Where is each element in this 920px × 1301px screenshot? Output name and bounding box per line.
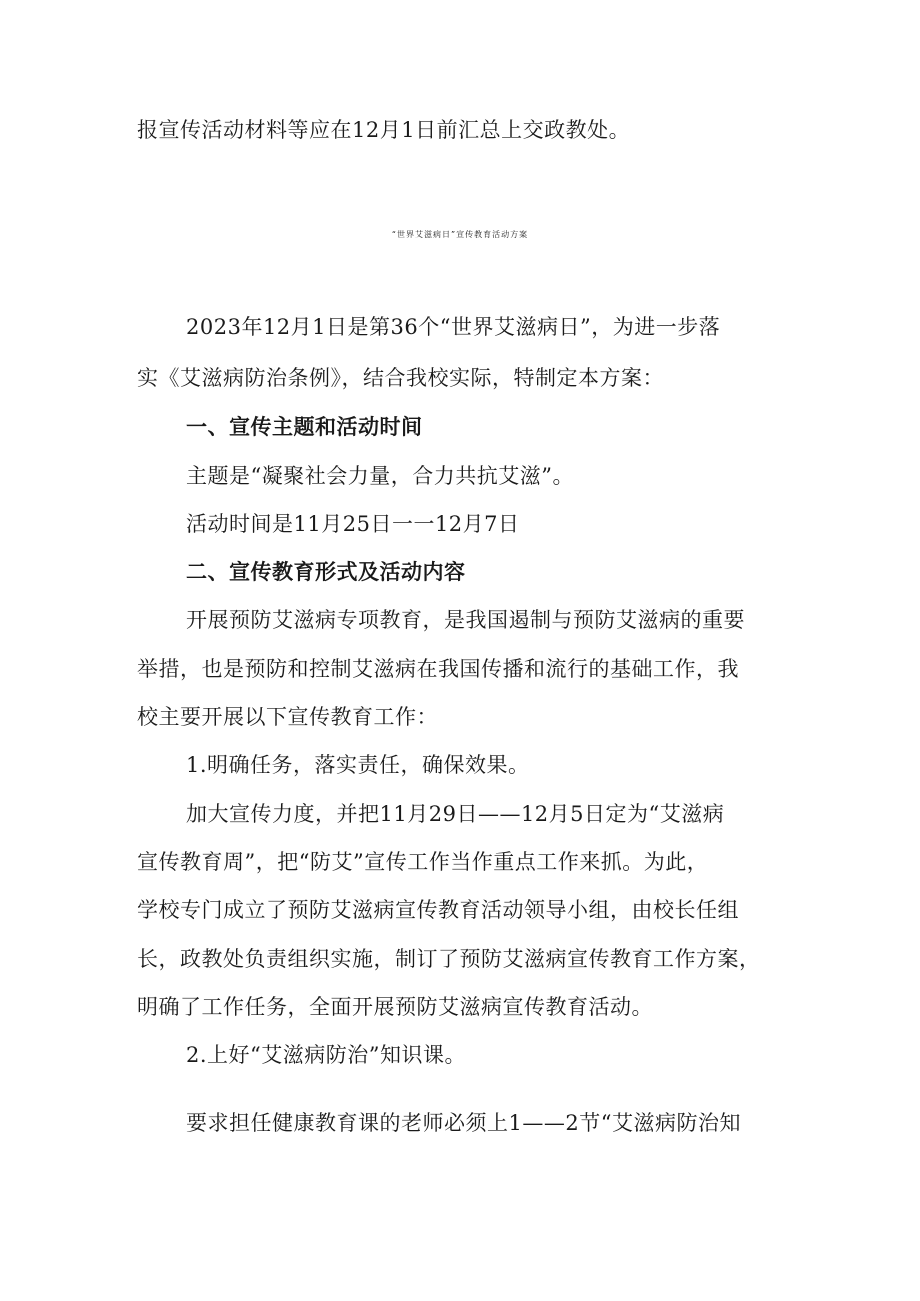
item-2-heading: 2.上好“艾滋病防治”知识课。 (186, 1043, 467, 1067)
theme-line: 主题是“凝聚社会力量，合力共抗艾滋”。 (186, 464, 574, 488)
item-1-para-line-1: 加大宣传力度，并把11月29日——12月5日定为“艾滋病 (186, 802, 725, 826)
item-1-para-line-5: 明确了工作任务，全面开展预防艾滋病宣传教育活动。 (137, 995, 653, 1019)
intro-line-2: 实《艾滋病防治条例》，结合我校实际，特制定本方案： (137, 366, 664, 390)
section-2-heading: 二、宣传教育形式及活动内容 (186, 560, 466, 584)
carryover-line: 报宣传活动材料等应在12月1日前汇总上交政教处。 (137, 118, 631, 142)
document-title: “世界艾滋病日”宣传教育活动方案 (391, 230, 529, 239)
item-1-heading: 1.明确任务，落实责任，确保效果。 (186, 753, 530, 777)
item-1-para-line-2: 宣传教育周”，把“防艾”宣传工作当作重点工作来抓。为此， (137, 850, 709, 874)
item-1-para-line-3: 学校专门成立了预防艾滋病宣传教育活动领导小组，由校长任组 (137, 898, 739, 922)
item-1-para-line-4: 长，政教处负责组织实施，制订了预防艾滋病宣传教育工作方案， (137, 947, 761, 971)
period-line: 活动时间是11月25日一一12月7日 (186, 512, 520, 536)
section-2-para-line-1: 开展预防艾滋病专项教育，是我国遏制与预防艾滋病的重要 (186, 608, 745, 632)
item-2-para-line-1: 要求担任健康教育课的老师必须上1——2节“艾滋病防治知 (186, 1111, 741, 1135)
section-2-para-line-3: 校主要开展以下宣传教育工作： (137, 705, 438, 729)
section-1-heading: 一、宣传主题和活动时间 (186, 415, 423, 439)
intro-line-1: 2023年12月1日是第36个“世界艾滋病日”，为进一步落 (186, 315, 721, 339)
section-2-para-line-2: 举措，也是预防和控制艾滋病在我国传播和流行的基础工作，我 (137, 657, 739, 681)
